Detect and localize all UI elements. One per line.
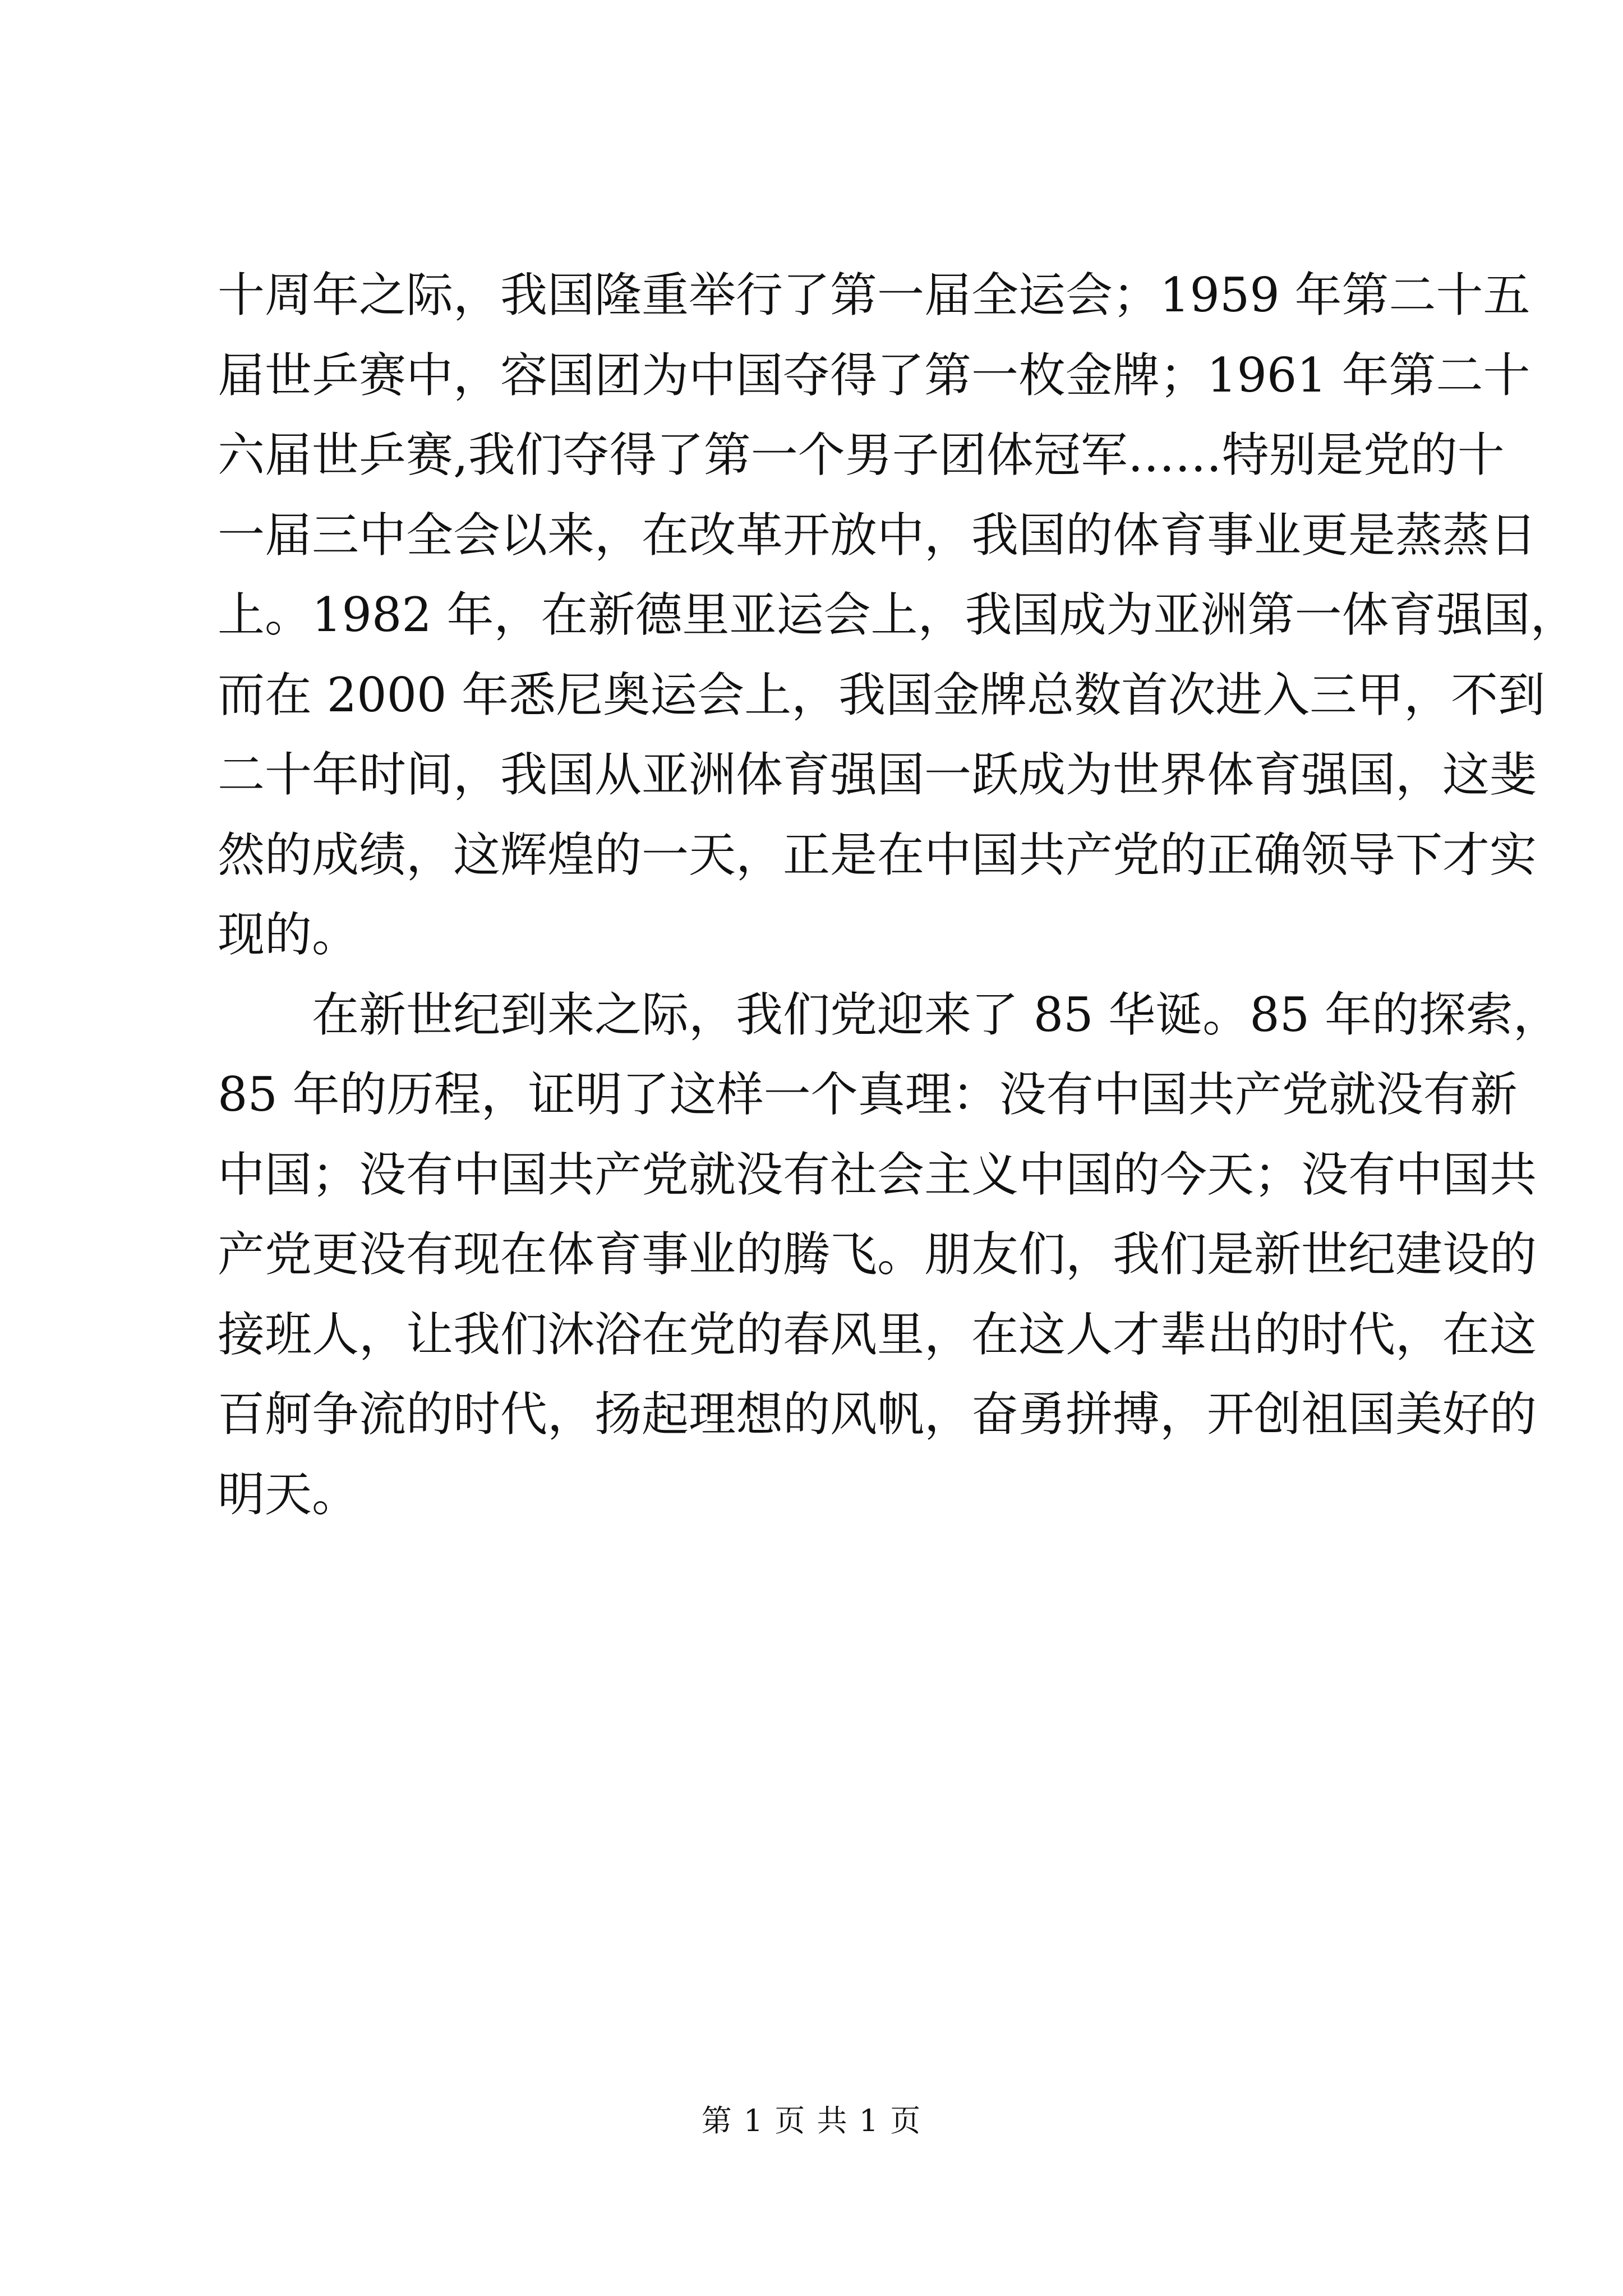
text-line: 接班人，让我们沐浴在党的春风里，在这人才辈出的时代，在这 <box>218 1306 1537 1362</box>
text-line: 中国；没有中国共产党就没有社会主义中国的今天；没有中国共 <box>218 1147 1537 1202</box>
text-line: 一届三中全会以来，在改革开放中，我国的体育事业更是蒸蒸日 <box>218 507 1537 563</box>
document-body <box>218 255 1578 1534</box>
text-line: 上。1982 年，在新德里亚运会上，我国成为亚洲第一体育强国， <box>218 587 1578 642</box>
text-line: 而在 2000 年悉尼奥运会上，我国金牌总数首次进入三甲，不到 <box>218 667 1546 723</box>
text-line: 十周年之际，我国隆重举行了第一届全运会；1959 年第二十五 <box>218 268 1530 323</box>
text-line: 六届世乒赛,我们夺得了第一个男子团体冠军……特别是党的十 <box>218 427 1505 482</box>
text-line: 百舸争流的时代，扬起理想的风帆，奋勇拼搏，开创祖国美好的 <box>218 1387 1537 1442</box>
page-number-label: 第 1 页 共 1 页 <box>701 2103 922 2138</box>
text-line: 85 年的历程，证明了这样一个真理：没有中国共产党就没有新 <box>218 1067 1518 1122</box>
text-line: 产党更没有现在体育事业的腾飞。朋友们，我们是新世纪建设的 <box>218 1227 1537 1282</box>
text-line: 在新世纪到来之际，我们党迎来了 85 华诞。85 年的探索， <box>312 987 1560 1042</box>
text-line: 届世乒赛中，容国团为中国夺得了第一枚金牌；1961 年第二十 <box>218 347 1530 403</box>
text-line: 现的。 <box>218 907 359 962</box>
text-line: 明天。 <box>218 1466 359 1522</box>
page-footer <box>0 2097 1623 2140</box>
paragraph-2 <box>218 975 1560 1535</box>
text-line: 二十年时间，我国从亚洲体育强国一跃成为世界体育强国，这斐 <box>218 747 1537 802</box>
text-line: 然的成绩，这辉煌的一天，正是在中国共产党的正确领导下才实 <box>218 827 1537 882</box>
paragraph-1 <box>218 255 1578 975</box>
